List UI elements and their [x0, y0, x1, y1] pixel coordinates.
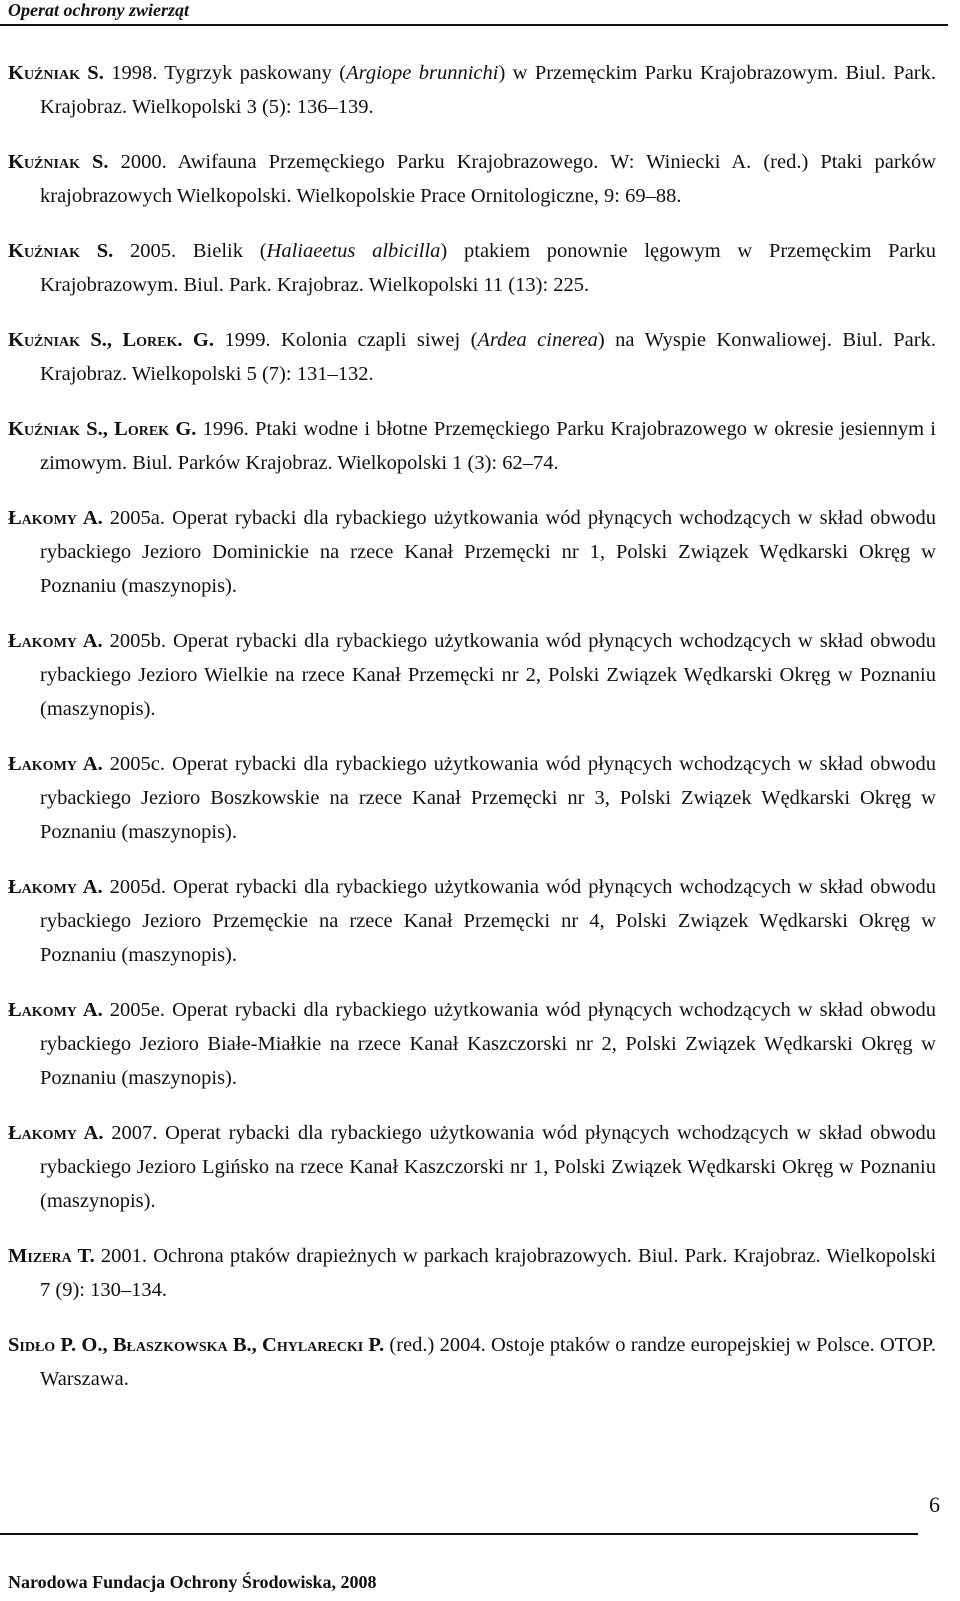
- reference-text: 1999. Kolonia czapli siwej (: [214, 329, 478, 351]
- footer-text: Narodowa Fundacja Ochrony Środowiska, 2008: [8, 1572, 377, 1592]
- reference-entry: [8, 56, 936, 124]
- reference-entry: [8, 145, 936, 213]
- reference-text: 1996. Ptaki wodne i błotne Przemęckiego Parku Krajobrazowego w okresie jesiennym i zimowym. Biul. Parków Krajobraz. Wielkopolski 1 (3): 62–74.: [40, 418, 936, 474]
- reference-author: Kuźniak S., Lorek G.: [8, 418, 197, 440]
- reference-list: [8, 56, 936, 1417]
- reference-entry: [8, 624, 936, 726]
- reference-text: 2000. Awifauna Przemęckiego Parku Krajobrazowego. W: Winiecki A. (red.) Ptaki parków krajobrazowych Wielkopolski. Wielkopolskie Prace Ornitologiczne, 9: 69–88.: [40, 151, 937, 207]
- page-number: 6: [929, 1492, 940, 1517]
- reference-author: Kuźniak S., Lorek. G.: [8, 329, 215, 351]
- reference-entry: [8, 870, 936, 972]
- reference-author: Łakomy A.: [8, 999, 103, 1021]
- reference-author: Kuźniak S.: [8, 62, 104, 84]
- reference-text-rest: ) w Przemęckim Parku Krajobrazowym. Biul. Park. Krajobraz. Wielkopolski 3 (5): 136–139.: [40, 62, 936, 118]
- reference-entry: [8, 234, 936, 302]
- reference-entry: [8, 412, 936, 480]
- reference-text-rest: ) na Wyspie Konwaliowej. Biul. Park. Krajobraz. Wielkopolski 5 (7): 131–132.: [40, 329, 936, 385]
- reference-text: 2005c. Operat rybacki dla rybackiego użytkowania wód płynących wchodzących w skład obwodu rybackiego Jezioro Boszkowskie na rzece Kanał Przemęcki nr 3, Polski Związek Wędkarski Okręg w Poznaniu (maszynopis).: [40, 753, 936, 843]
- reference-entry: [8, 501, 936, 603]
- reference-author: Kuźniak S.: [8, 151, 109, 173]
- reference-species: Haliaeetus albicilla: [266, 240, 441, 262]
- reference-author: Łakomy A.: [8, 507, 103, 529]
- reference-text: 2005b. Operat rybacki dla rybackiego użytkowania wód płynących wchodzących w skład obwodu rybackiego Jezioro Wielkie na rzece Kanał Przemęcki nr 2, Polski Związek Wędkarski Okręg w Poznaniu (maszynopis).: [40, 630, 936, 720]
- reference-entry: [8, 1239, 936, 1307]
- reference-text: 2005a. Operat rybacki dla rybackiego użytkowania wód płynących wchodzących w skład obwodu rybackiego Jezioro Dominickie na rzece Kanał Przemęcki nr 1, Polski Związek Wędkarski Okręg w Poznaniu (maszynopis).: [40, 507, 936, 597]
- reference-text: 2005d. Operat rybacki dla rybackiego użytkowania wód płynących wchodzących w skład obwodu rybackiego Jezioro Przemęckie na rzece Kanał Przemęcki nr 4, Polski Związek Wędkarski Okręg w Poznaniu (maszynopis).: [40, 876, 936, 966]
- reference-entry: [8, 1328, 936, 1396]
- reference-author: Łakomy A.: [8, 1122, 104, 1144]
- footer-rule: [0, 1533, 918, 1535]
- reference-entry: [8, 323, 936, 391]
- reference-species: Argiope brunnichi: [346, 62, 499, 84]
- reference-text: 2005. Bielik (: [113, 240, 267, 262]
- reference-author: Łakomy A.: [8, 753, 103, 775]
- reference-entry: [8, 1116, 936, 1218]
- reference-author: Łakomy A.: [8, 630, 103, 652]
- reference-text: 2005e. Operat rybacki dla rybackiego użytkowania wód płynących wchodzących w skład obwodu rybackiego Jezioro Białe-Miałkie na rzece Kanał Kaszczorski nr 2, Polski Związek Wędkarski Okręg w Poznaniu (maszynopis).: [40, 999, 936, 1089]
- reference-entry: [8, 993, 936, 1095]
- reference-author: Kuźniak S.: [8, 240, 114, 262]
- reference-author: Sidło P. O., Błaszkowska B., Chylarecki P.: [8, 1334, 385, 1356]
- reference-author: Łakomy A.: [8, 876, 103, 898]
- reference-text: 2007. Operat rybacki dla rybackiego użytkowania wód płynących wchodzących w skład obwodu rybackiego Jezioro Lgińsko na rzece Kanał Kaszczorski nr 1, Polski Związek Wędkarski Okręg w Poznaniu (maszynopis).: [40, 1122, 937, 1212]
- reference-species: Ardea cinerea: [477, 329, 598, 351]
- reference-text: 1998. Tygrzyk paskowany (: [103, 62, 347, 84]
- reference-text: (red.) 2004. Ostoje ptaków o randze europejskiej w Polsce. OTOP. Warszawa.: [40, 1334, 936, 1390]
- header-rule: [0, 24, 948, 26]
- reference-author: Mizera T.: [8, 1245, 95, 1267]
- reference-entry: [8, 747, 936, 849]
- running-header: Operat ochrony zwierząt: [8, 0, 190, 20]
- reference-text-rest: ) ptakiem ponownie lęgowym w Przemęckim Parku Krajobrazowym. Biul. Park. Krajobraz. Wielkopolski 11 (13): 225.: [40, 240, 936, 296]
- reference-text: 2001. Ochrona ptaków drapieżnych w parkach krajobrazowych. Biul. Park. Krajobraz. Wielkopolski 7 (9): 130–134.: [40, 1245, 936, 1301]
